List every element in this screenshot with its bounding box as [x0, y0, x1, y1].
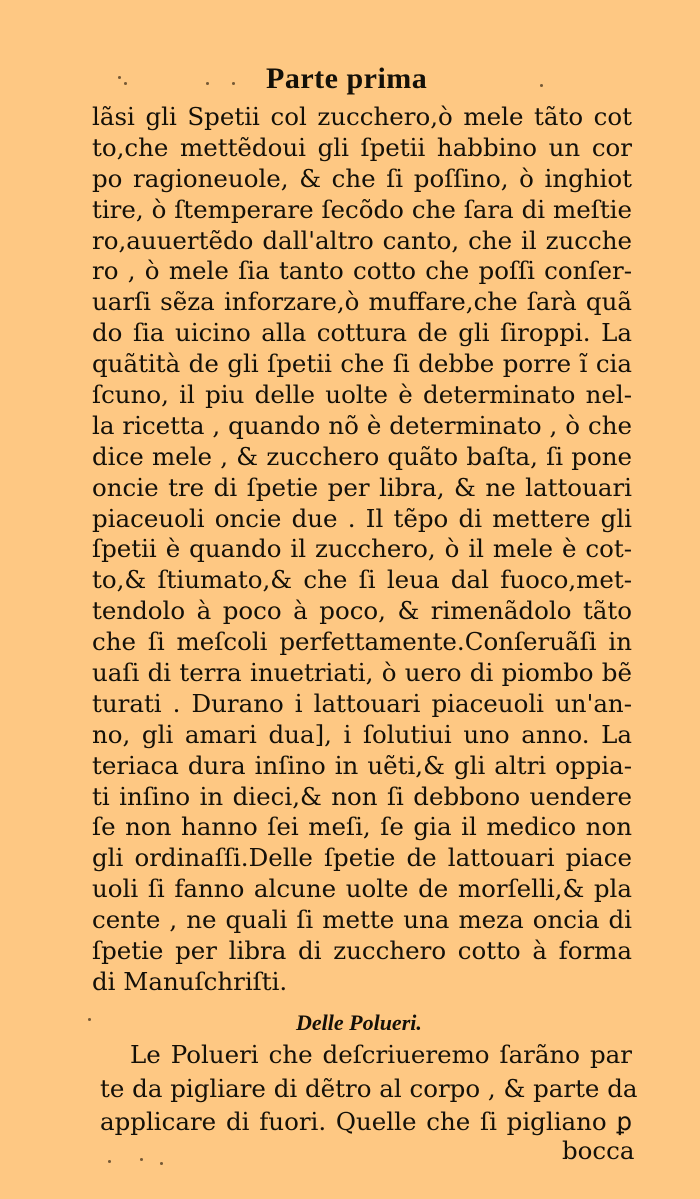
ink-speck — [232, 82, 235, 85]
text-line: piaceuoli oncie due . Il tẽpo di mettere gli — [92, 503, 632, 533]
text-line: ſpetie per libra di zucchero cotto à forma — [92, 936, 632, 966]
text-line: to,che mettẽdoui gli ſpetii habbino un cor — [92, 132, 632, 162]
section-paragraph — [100, 1038, 638, 1139]
ink-speck — [118, 76, 121, 79]
text-line: cente , ne quali ſi mette una meza oncia di — [92, 905, 632, 935]
ink-speck — [108, 1160, 111, 1163]
text-line: turati . Durano i lattouari piaceuoli un'an- — [92, 688, 632, 718]
text-line: dice mele , & zucchero quãto baſta, ſi pone — [92, 441, 632, 471]
text-line: uarſi sẽza inforzare,ò muffare,che ſarà quã — [92, 287, 632, 317]
text-line: ro,auuertẽdo dall'altro canto, che il zucche — [92, 225, 632, 255]
ink-speck — [540, 84, 543, 87]
text-line: uoli ſi fanno alcune uolte de morſelli,& pla — [92, 874, 632, 904]
catchword: bocca — [562, 1136, 635, 1165]
text-line: te da pigliare di dẽtro al corpo , & parte da — [100, 1073, 638, 1103]
text-line: ſpetii è quando il zucchero, ò il mele è cot- — [92, 534, 632, 564]
text-line: uaſi di terra inuetriati, ò uero di piombo bẽ — [92, 658, 632, 688]
text-line: che ſi meſcoli perfettamente.Conſeruãſi in — [92, 627, 632, 657]
text-line: ro , ò mele ſia tanto cotto che poſſi conſer- — [92, 256, 632, 286]
text-line: teriaca dura inſino in uẽti,& gli altri oppia- — [92, 750, 632, 780]
text-line: no, gli amari dua], i ſolutiui uno anno. La — [92, 719, 632, 749]
text-line: ſcuno, il piu delle uolte è determinato nel- — [92, 380, 632, 410]
ink-speck — [160, 1162, 163, 1165]
text-line: applicare di fuori. Quelle che ſi pigliano ꝑ — [100, 1107, 632, 1136]
text-line: oncie tre di ſpetie per libra, & ne lattouari — [92, 472, 632, 502]
text-line: do ſia uicino alla cottura de gli ſiroppi. La — [92, 318, 632, 348]
text-line: ti inſino in dieci,& non ſi debbono uendere — [92, 781, 632, 811]
ink-speck — [124, 82, 127, 85]
text-line: tire, ò ſtemperare ſecõdo che ſara di meſtie — [92, 194, 632, 224]
page-header — [0, 62, 700, 102]
running-title: Parte prima — [266, 62, 428, 95]
text-line: gli ordinaſſi.Delle ſpetie de lattouari piace — [92, 843, 632, 873]
text-line: lãsi gli Spetii col zucchero,ò mele tãto cot — [92, 102, 632, 131]
text-line: di Manuſchriſti. — [92, 966, 288, 996]
text-line: la ricetta , quando nõ è determinato , ò che — [92, 410, 632, 440]
text-line: to,& ſtiumato,& che ſi leua dal fuoco,met- — [92, 565, 632, 595]
body-paragraph — [92, 102, 632, 998]
ink-speck — [88, 1018, 91, 1021]
section-heading: Delle Polueri. — [296, 1010, 422, 1035]
ink-speck — [140, 1158, 143, 1161]
text-line: Le Polueri che deſcriueremo ſarãno par — [130, 1040, 632, 1069]
text-line: ſe non hanno ſei meſi, ſe gia il medico non — [92, 812, 632, 842]
text-line: po ragioneuole, & che ſi poſſino, ò inghiot — [92, 163, 632, 193]
text-line: quãtità de gli ſpetii che ſi debbe porre ĩ cia — [92, 349, 632, 379]
text-line: tendolo à poco à poco, & rimenãdolo tãto — [92, 596, 632, 626]
ink-speck — [206, 82, 209, 85]
